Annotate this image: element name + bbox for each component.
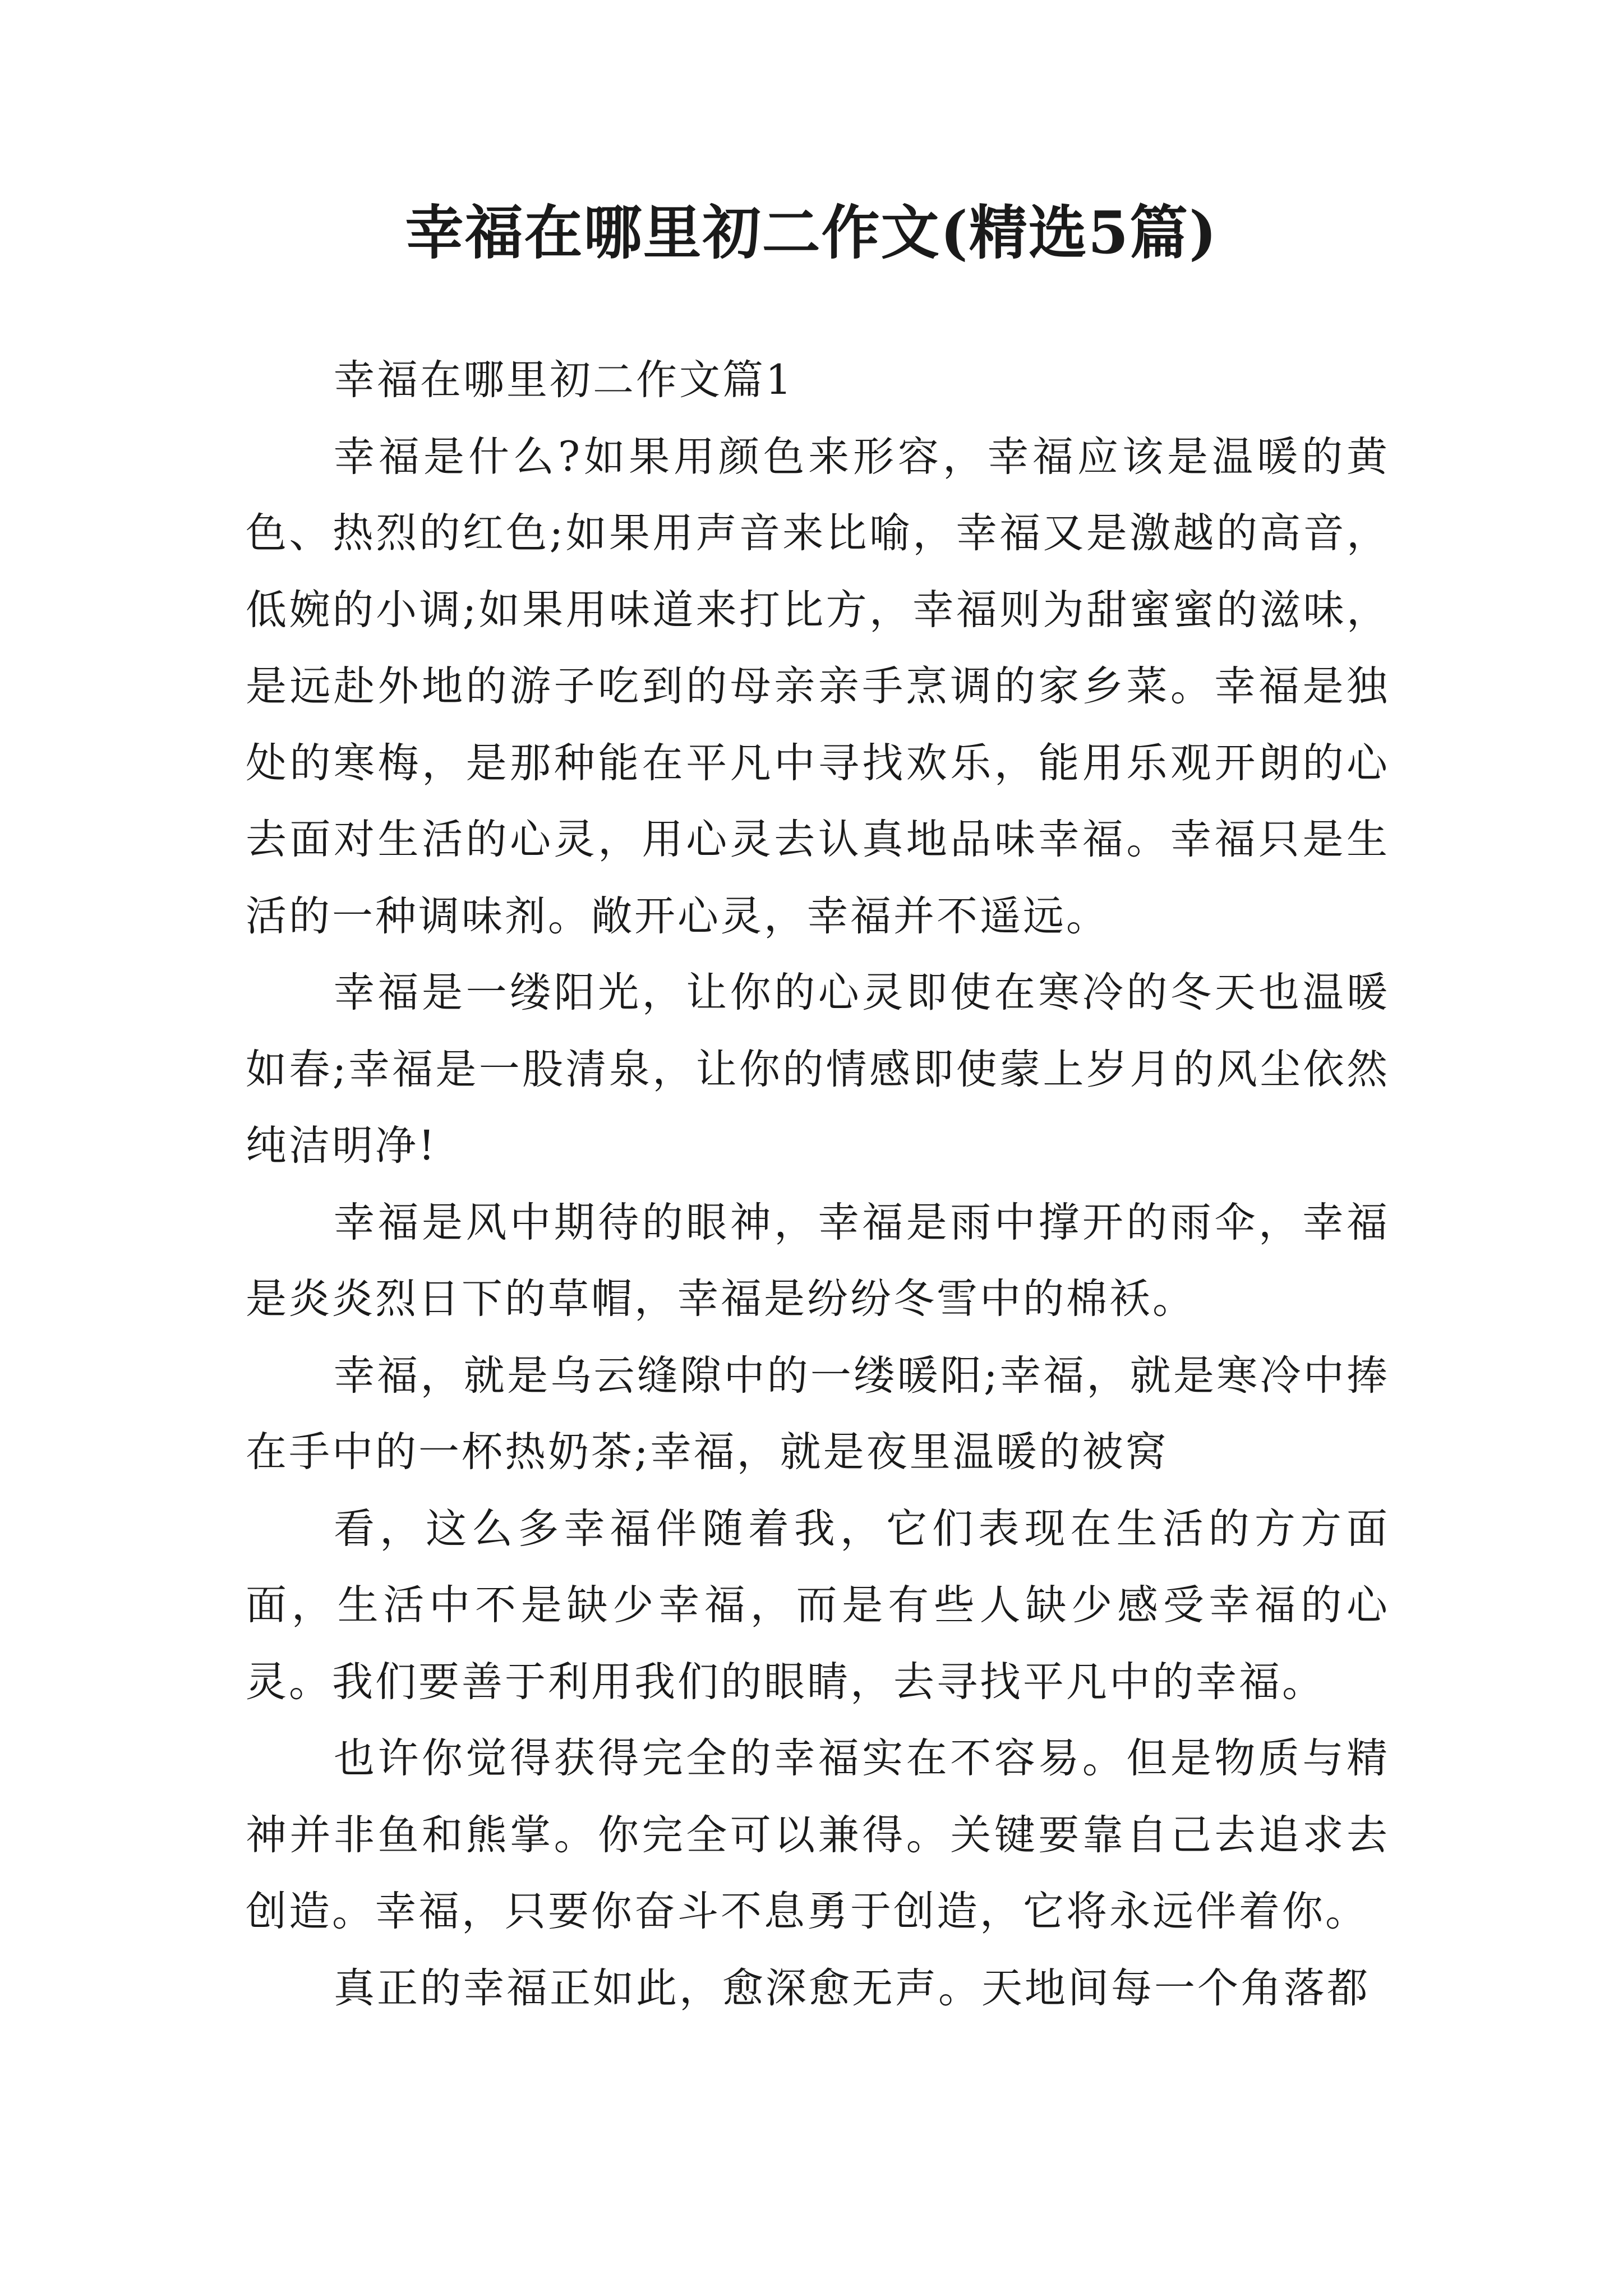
section-heading: 幸福在哪里初二作文篇1 bbox=[334, 356, 794, 404]
paragraph-4: 幸福，就是乌云缝隙中的一缕暖阳;幸福，就是寒冷中捧在手中的一杯热奶茶;幸福，就是夜里温暖的被窝 bbox=[246, 1351, 1390, 1476]
paragraph-7: 真正的幸福正如此，愈深愈无声。天地间每一个角落都 bbox=[334, 1964, 1370, 2012]
paragraph-1: 幸福是什么?如果用颜色来形容，幸福应该是温暖的黄色、热烈的红色;如果用声音来比喻，幸福又是激越的高音，低婉的小调;如果用味道来打比方，幸福则为甜蜜蜜的滋味，是远赴外地的游子吃到的母亲亲手烹调的家乡菜。幸福是独处的寒梅，是那种能在平凡中寻找欢乐，能用乐观开朗的心去面对生活的心灵，用心灵去认真地品味幸福。幸福只是生活的一种调味剂。敞开心灵，幸福并不遥远。 bbox=[246, 432, 1390, 940]
paragraph-2: 幸福是一缕阳光，让你的心灵即使在寒冷的冬天也温暖如春;幸福是一股清泉，让你的情感即使蒙上岁月的风尘依然纯洁明净! bbox=[246, 969, 1390, 1170]
paragraph-3: 幸福是风中期待的眼神，幸福是雨中撑开的雨伞，幸福是炎炎烈日下的草帽，幸福是纷纷冬雪中的棉袄。 bbox=[246, 1198, 1390, 1323]
document-title: 幸福在哪里初二作文(精选5篇) bbox=[405, 198, 1218, 267]
paragraph-6: 也许你觉得获得完全的幸福实在不容易。但是物质与精神并非鱼和熊掌。你完全可以兼得。关键要靠自己去追求去创造。幸福，只要你奋斗不息勇于创造，它将永远伴着你。 bbox=[246, 1734, 1390, 1935]
document-body bbox=[246, 342, 1390, 2027]
paragraph-5: 看，这么多幸福伴随着我，它们表现在生活的方方面面，生活中不是缺少幸福，而是有些人缺少感受幸福的心灵。我们要善于利用我们的眼睛，去寻找平凡中的幸福。 bbox=[246, 1504, 1390, 1706]
